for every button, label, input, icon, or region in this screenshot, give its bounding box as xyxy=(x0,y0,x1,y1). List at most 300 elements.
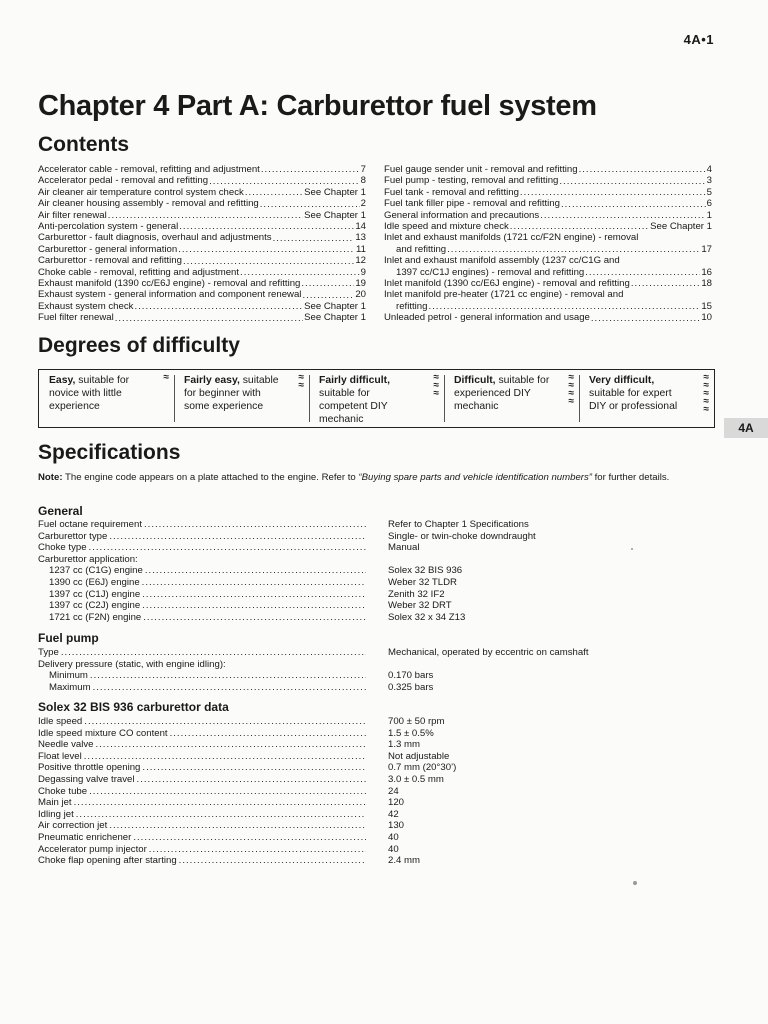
spec-row xyxy=(38,751,658,763)
spec-label: Carburettor type xyxy=(38,530,108,542)
contents-entry xyxy=(384,221,712,232)
dot-leader xyxy=(179,221,354,232)
dot-leader xyxy=(520,187,706,198)
difficulty-text: suitable for competent DIY mechanic xyxy=(319,388,388,425)
spec-label: Needle valve xyxy=(38,739,94,751)
spec-gap xyxy=(368,554,388,566)
spec-row xyxy=(38,739,658,751)
spec-row xyxy=(38,832,658,844)
spec-label-cell xyxy=(38,832,368,844)
wrench-icon: ≈ xyxy=(433,388,439,399)
note-reference: “Buying spare parts and vehicle identification numbers” xyxy=(358,472,592,483)
contents-entry-page: 17 xyxy=(701,243,712,255)
dot-leader xyxy=(510,221,649,232)
dot-leader xyxy=(89,542,366,553)
spec-label-cell xyxy=(38,739,368,751)
dot-leader xyxy=(109,531,366,542)
spec-label-cell xyxy=(38,786,368,798)
dot-leader xyxy=(76,809,366,820)
contents-entry-title: Exhaust system check xyxy=(38,300,134,312)
difficulty-level xyxy=(309,370,444,427)
spec-label: 1237 cc (C1G) engine xyxy=(49,565,143,577)
contents-entry xyxy=(384,164,712,175)
difficulty-label: Fairly difficult, xyxy=(319,375,391,386)
spec-gap xyxy=(368,762,388,774)
spec-gap xyxy=(368,577,388,589)
contents-entry-page: 2 xyxy=(360,198,366,210)
contents-entry-page: 12 xyxy=(355,255,366,267)
dot-leader xyxy=(183,256,354,267)
spec-label: Carburettor application: xyxy=(38,553,138,565)
dot-leader xyxy=(561,199,706,210)
difficulty-level xyxy=(444,370,579,427)
contents-entry-title: General information and precautions xyxy=(384,209,540,221)
spec-label: Idle speed mixture CO content xyxy=(38,727,168,739)
contents-entry-page: See Chapter 1 xyxy=(304,186,366,198)
dot-leader xyxy=(149,844,366,855)
spec-label-cell xyxy=(38,589,368,601)
dot-leader xyxy=(89,786,366,797)
contents-entry-page: See Chapter 1 xyxy=(304,312,366,324)
contents-entry-page: 18 xyxy=(701,278,712,290)
note-tail: for further details. xyxy=(594,472,670,483)
spec-label-cell xyxy=(38,542,368,554)
spec-row xyxy=(38,670,658,682)
contents-entry-title: Fuel tank filler pipe - removal and refitting xyxy=(384,198,560,210)
contents-entry xyxy=(384,312,712,323)
contents-entry xyxy=(384,289,712,300)
contents-entry-title: Carburettor - general information xyxy=(38,243,178,255)
contents-entry-title: 1397 cc/C1J engines) - removal and refitting xyxy=(396,266,585,278)
specifications-note xyxy=(38,472,698,484)
spec-gap xyxy=(368,809,388,821)
spec-label: Fuel octane requirement xyxy=(38,519,142,530)
contents-left-column xyxy=(38,164,366,324)
spec-label: Positive throttle opening xyxy=(38,762,141,774)
spec-gap xyxy=(368,647,388,659)
wrench-icon: ≈ xyxy=(163,372,169,383)
contents-entry xyxy=(384,301,712,312)
dot-leader xyxy=(142,589,366,600)
wrench-icon: ≈ xyxy=(433,380,439,391)
spec-label-cell xyxy=(38,659,368,671)
wrench-icon: ≈ xyxy=(433,372,439,383)
wrench-icon: ≈ xyxy=(703,372,709,383)
spec-value: 40 xyxy=(388,831,399,843)
note-label: Note: xyxy=(38,472,63,483)
contents-entry-page: See Chapter 1 xyxy=(304,300,366,312)
spec-label-cell xyxy=(38,554,368,566)
spec-gap xyxy=(368,600,388,612)
dot-leader xyxy=(142,577,366,588)
difficulty-description xyxy=(319,374,419,426)
contents-entry-title: Fuel tank - removal and refitting xyxy=(384,186,519,198)
contents-entry xyxy=(38,267,366,278)
spec-row xyxy=(38,786,658,798)
spec-row xyxy=(38,844,658,856)
contents-entry-title: Fuel gauge sender unit - removal and refitting xyxy=(384,164,578,175)
contents-entry-title: Choke cable - removal, refitting and adjustment xyxy=(38,266,240,278)
contents-entry-title: Fuel pump - testing, removal and refitting xyxy=(384,175,559,187)
contents-entry xyxy=(38,187,366,198)
spec-value: 0.170 bars xyxy=(388,670,434,682)
wrench-rating xyxy=(164,374,170,382)
spec-gap xyxy=(368,786,388,798)
dot-leader xyxy=(142,762,366,773)
spec-gap xyxy=(368,716,388,728)
contents-entry xyxy=(38,210,366,221)
contents-entry-title: Inlet and exhaust manifold assembly (1237 cc/C1G and xyxy=(384,255,620,267)
dot-leader xyxy=(579,164,706,175)
difficulty-text: suitable for beginner with some experience xyxy=(184,375,279,412)
contents-entry-page: 10 xyxy=(701,312,712,324)
contents-entry-page: 13 xyxy=(355,232,366,244)
spec-gap xyxy=(368,751,388,763)
spec-row xyxy=(38,531,658,543)
contents-entry-title: Exhaust system - general information and component renewal xyxy=(38,289,302,301)
difficulty-level xyxy=(579,370,714,427)
contents-entry-page: 8 xyxy=(360,175,366,187)
contents-entry xyxy=(38,175,366,186)
spec-label-cell xyxy=(38,600,368,612)
dot-leader xyxy=(261,164,360,175)
spec-value: 700 ± 50 rpm xyxy=(388,716,445,727)
spec-label-cell xyxy=(38,728,368,740)
contents-entry xyxy=(38,198,366,209)
spec-gap xyxy=(368,659,388,671)
spec-value: Solex 32 x 34 Z13 xyxy=(388,611,466,623)
spec-value: 1.3 mm xyxy=(388,739,420,751)
dot-leader xyxy=(631,278,700,289)
general-heading: General xyxy=(38,504,83,518)
contents-entry xyxy=(38,255,366,266)
spec-label-cell xyxy=(38,612,368,624)
spec-value xyxy=(388,659,658,671)
contents-entry-page: 4 xyxy=(706,164,712,175)
dot-leader xyxy=(93,682,366,693)
contents-entry-page: 9 xyxy=(360,266,366,278)
spec-label-cell xyxy=(38,844,368,856)
contents-entry-title: Inlet manifold (1390 cc/E6J engine) - removal and refitting xyxy=(384,278,630,290)
spec-gap xyxy=(368,565,388,577)
contents-entry-page: 16 xyxy=(701,266,712,278)
spec-label: Accelerator pump injector xyxy=(38,843,147,855)
contents-entry-title: Carburettor - removal and refitting xyxy=(38,255,182,267)
contents-entry xyxy=(384,267,712,278)
dot-leader xyxy=(109,820,366,831)
spec-label: 1390 cc (E6J) engine xyxy=(49,576,140,588)
spec-gap xyxy=(368,739,388,751)
spec-gap xyxy=(368,612,388,624)
difficulty-label: Difficult, xyxy=(454,375,496,386)
spec-label-cell xyxy=(38,682,368,694)
contents-entry-page: See Chapter 1 xyxy=(304,209,366,221)
spec-label-cell xyxy=(38,531,368,543)
spec-label: Choke flap opening after starting xyxy=(38,855,177,867)
spec-label: Degassing valve travel xyxy=(38,773,135,785)
contents-entry-title: Inlet manifold pre-heater (1721 cc engine) - removal and xyxy=(384,289,624,301)
page-number: 4A•1 xyxy=(683,32,714,47)
spec-gap xyxy=(368,774,388,786)
spec-value: 0.7 mm (20°30’) xyxy=(388,762,457,774)
spec-gap xyxy=(368,797,388,809)
spec-value: 42 xyxy=(388,808,399,820)
page-speck xyxy=(633,881,637,885)
contents-entry xyxy=(38,164,366,175)
dot-leader xyxy=(84,716,366,727)
contents-entry-title: Accelerator pedal - removal and refitting xyxy=(38,175,209,187)
difficulty-table xyxy=(38,369,715,428)
dot-leader xyxy=(301,278,354,289)
dot-leader xyxy=(559,176,705,187)
difficulty-text: suitable for experienced DIY mechanic xyxy=(454,375,550,412)
chapter-side-tab: 4A xyxy=(724,418,768,438)
spec-row xyxy=(38,797,658,809)
spec-row xyxy=(38,554,658,566)
note-text: The engine code appears on a plate attached to the engine. Refer to xyxy=(65,472,356,483)
contents-entry-title: refitting xyxy=(396,300,428,312)
spec-label-cell xyxy=(38,577,368,589)
contents-entry-title: Air filter renewal xyxy=(38,209,107,221)
contents-entry-title: Air cleaner air temperature control system check xyxy=(38,186,244,198)
spec-row xyxy=(38,728,658,740)
spec-gap xyxy=(368,728,388,740)
spec-gap xyxy=(368,519,388,531)
difficulty-description xyxy=(589,374,689,413)
fuel-pump-heading: Fuel pump xyxy=(38,631,99,645)
dot-leader xyxy=(428,301,700,312)
contents-entry xyxy=(38,244,366,255)
contents-entry xyxy=(384,198,712,209)
spec-label-cell xyxy=(38,647,368,659)
contents-entry-page: 15 xyxy=(701,300,712,312)
spec-row xyxy=(38,659,658,671)
dot-leader xyxy=(115,313,303,324)
spec-value: Weber 32 TLDR xyxy=(388,576,457,588)
spec-value: Solex 32 BIS 936 xyxy=(388,565,463,577)
spec-gap xyxy=(368,670,388,682)
spec-label: 1397 cc (C2J) engine xyxy=(49,600,141,612)
spec-label: Maximum xyxy=(49,681,91,693)
spec-row xyxy=(38,855,658,867)
contents-entry-page: 11 xyxy=(356,243,366,255)
spec-row xyxy=(38,519,658,531)
difficulty-description xyxy=(49,374,149,413)
contents-entry xyxy=(38,232,366,243)
spec-gap xyxy=(368,682,388,694)
wrench-icon: ≈ xyxy=(703,380,709,391)
dot-leader xyxy=(74,797,366,808)
spec-value xyxy=(388,554,658,566)
contents-entry xyxy=(384,255,712,266)
spec-label-cell xyxy=(38,809,368,821)
spec-label-cell xyxy=(38,716,368,728)
spec-label-cell xyxy=(38,565,368,577)
spec-row xyxy=(38,647,658,659)
contents-entry xyxy=(38,221,366,232)
spec-label-cell xyxy=(38,670,368,682)
contents-entry-page: 3 xyxy=(706,175,712,187)
dot-leader xyxy=(302,290,354,301)
difficulty-label: Easy, xyxy=(49,375,76,386)
contents-entry xyxy=(38,278,366,289)
spec-label: Delivery pressure (static, with engine idling): xyxy=(38,658,226,670)
difficulty-label: Fairly easy, xyxy=(184,375,240,386)
spec-value: Zenith 32 IF2 xyxy=(388,588,445,600)
spec-label-cell xyxy=(38,762,368,774)
contents-entry-title: Carburettor - fault diagnosis, overhaul and adjustments xyxy=(38,232,272,244)
fuel-pump-specs xyxy=(38,647,658,693)
spec-row xyxy=(38,600,658,612)
contents-entry-title: Accelerator cable - removal, refitting and adjustment xyxy=(38,164,260,175)
wrench-rating xyxy=(434,374,440,398)
spec-gap xyxy=(368,531,388,543)
difficulty-description xyxy=(454,374,554,413)
contents-entry xyxy=(38,301,366,312)
contents-entry xyxy=(384,232,712,243)
dot-leader xyxy=(133,832,366,843)
chapter-title: Chapter 4 Part A: Carburettor fuel system xyxy=(38,90,597,122)
spec-label-cell xyxy=(38,519,368,531)
dot-leader xyxy=(144,519,366,530)
contents-entry-title: Anti-percolation system - general xyxy=(38,221,179,233)
general-specs xyxy=(38,519,658,623)
wrench-rating xyxy=(299,374,305,390)
spec-label: 1397 cc (C1J) engine xyxy=(49,588,141,600)
contents-entry-page: See Chapter 1 xyxy=(650,221,712,233)
dot-leader xyxy=(591,313,700,324)
wrench-icon: ≈ xyxy=(703,388,709,399)
difficulty-level xyxy=(39,370,174,427)
dot-leader xyxy=(108,210,303,221)
dot-leader xyxy=(142,600,366,611)
wrench-rating xyxy=(704,374,710,414)
spec-row xyxy=(38,542,658,554)
dot-leader xyxy=(585,267,700,278)
spec-gap xyxy=(368,542,388,554)
contents-entry xyxy=(38,312,366,323)
spec-label: Idle speed xyxy=(38,716,83,727)
spec-row xyxy=(38,809,658,821)
spec-value: Manual xyxy=(388,542,420,554)
contents-heading: Contents xyxy=(38,133,129,156)
wrench-icon: ≈ xyxy=(703,396,709,407)
wrench-icon: ≈ xyxy=(568,396,574,407)
solex-heading: Solex 32 BIS 936 carburettor data xyxy=(38,700,229,714)
spec-row xyxy=(38,774,658,786)
wrench-rating xyxy=(569,374,575,406)
spec-label: Minimum xyxy=(49,670,88,682)
spec-row xyxy=(38,820,658,832)
page-speck xyxy=(631,548,633,550)
spec-label: Choke tube xyxy=(38,785,88,797)
spec-row xyxy=(38,716,658,728)
dot-leader xyxy=(540,210,705,221)
dot-leader xyxy=(209,176,360,187)
spec-label: Float level xyxy=(38,750,82,762)
dot-leader xyxy=(145,565,366,576)
spec-label: Main jet xyxy=(38,797,72,809)
dot-leader xyxy=(61,647,366,658)
spec-value: 120 xyxy=(388,797,405,809)
contents-right-column xyxy=(384,164,712,324)
spec-value: Refer to Chapter 1 Specifications xyxy=(388,519,529,530)
specifications-heading: Specifications xyxy=(38,441,181,464)
contents-entry-title: Air cleaner housing assembly - removal and refitting xyxy=(38,198,259,210)
contents-entry xyxy=(384,175,712,186)
wrench-icon: ≈ xyxy=(568,388,574,399)
spec-gap xyxy=(368,844,388,856)
spec-value: 40 xyxy=(388,843,399,855)
contents-entry xyxy=(38,289,366,300)
spec-value: 130 xyxy=(388,820,405,832)
spec-label-cell xyxy=(38,797,368,809)
contents-entry xyxy=(384,187,712,198)
spec-label: Choke type xyxy=(38,542,87,554)
contents-entry-page: 19 xyxy=(355,278,366,290)
wrench-icon: ≈ xyxy=(298,380,304,391)
spec-gap xyxy=(368,832,388,844)
dot-leader xyxy=(447,244,700,255)
spec-label: 1721 cc (F2N) engine xyxy=(49,611,142,623)
wrench-icon: ≈ xyxy=(298,372,304,383)
spec-label-cell xyxy=(38,751,368,763)
spec-row xyxy=(38,589,658,601)
spec-value: 0.325 bars xyxy=(388,681,434,693)
difficulty-description xyxy=(184,374,284,413)
wrench-icon: ≈ xyxy=(703,404,709,415)
dot-leader xyxy=(84,751,366,762)
dot-leader xyxy=(260,199,360,210)
contents-entry-page: 14 xyxy=(355,221,366,233)
wrench-icon: ≈ xyxy=(568,380,574,391)
dot-leader xyxy=(170,728,366,739)
contents-entry-page: 5 xyxy=(706,186,712,198)
dot-leader xyxy=(245,187,303,198)
contents-entry-title: and refitting xyxy=(396,243,447,255)
contents-entry-page: 7 xyxy=(360,164,366,175)
spec-gap xyxy=(368,589,388,601)
spec-value: Mechanical, operated by eccentric on camshaft xyxy=(388,647,589,658)
spec-row xyxy=(38,612,658,624)
spec-label: Pneumatic enrichener xyxy=(38,831,132,843)
spec-value: Not adjustable xyxy=(388,750,450,762)
spec-gap xyxy=(368,855,388,867)
spec-label: Type xyxy=(38,647,59,658)
dot-leader xyxy=(134,301,303,312)
dot-leader xyxy=(90,670,366,681)
difficulty-level xyxy=(174,370,309,427)
contents-entry xyxy=(384,244,712,255)
contents-entry xyxy=(384,278,712,289)
dot-leader xyxy=(143,612,366,623)
contents-entry-title: Exhaust manifold (1390 cc/E6J engine) - removal and refitting xyxy=(38,278,301,290)
difficulty-heading: Degrees of difficulty xyxy=(38,334,240,357)
difficulty-label: Very difficult, xyxy=(589,375,655,386)
spec-value: Single- or twin-choke downdraught xyxy=(388,530,536,542)
contents-entry-page: 20 xyxy=(355,289,366,301)
spec-label-cell xyxy=(38,774,368,786)
spec-label: Idling jet xyxy=(38,808,74,820)
contents-entry xyxy=(384,210,712,221)
difficulty-text: suitable for novice with little experience xyxy=(49,375,130,412)
difficulty-text: suitable for expert DIY or professional xyxy=(589,388,678,412)
dot-leader xyxy=(137,774,366,785)
dot-leader xyxy=(178,244,355,255)
spec-label-cell xyxy=(38,855,368,867)
wrench-icon: ≈ xyxy=(568,372,574,383)
contents-entry-title: Fuel filter renewal xyxy=(38,312,114,324)
